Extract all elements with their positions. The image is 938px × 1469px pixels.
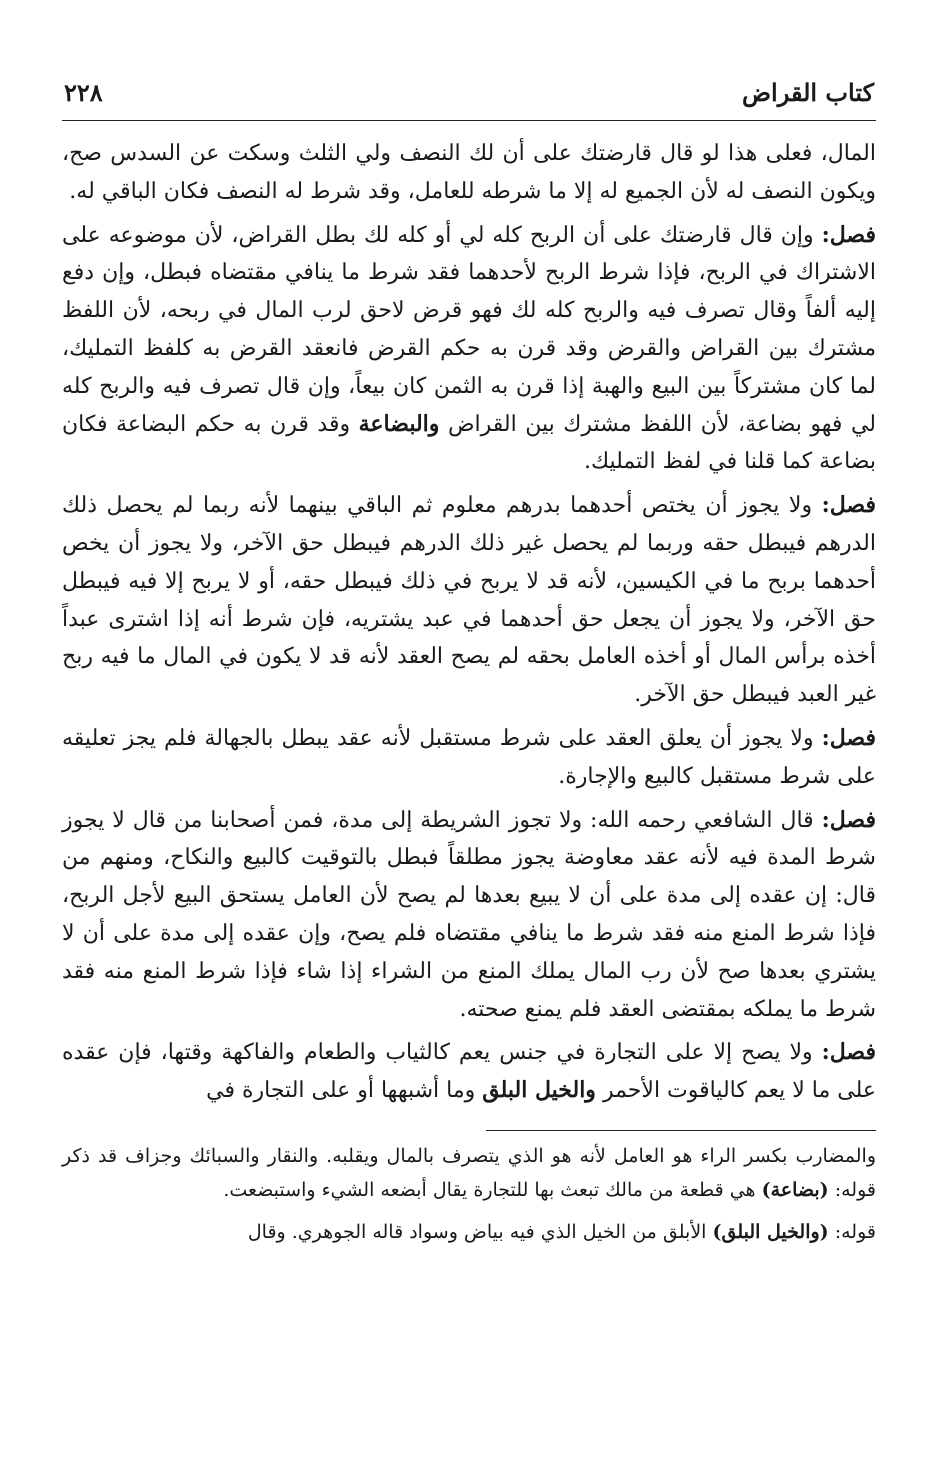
paragraph	[62, 487, 876, 714]
book-page	[62, 78, 876, 1378]
section-heading: فصل:	[821, 492, 876, 519]
footnote-text: والمضارب بكسر الراء هو العامل لأنه هو الذي يتصرف بالمال ويقلبه. والنقار والسبائك وجزاف قد ذكر قوله:	[62, 1144, 877, 1201]
running-header	[62, 78, 876, 121]
footnote	[62, 1139, 876, 1207]
section-heading: فصل:	[821, 724, 876, 751]
main-text	[62, 135, 876, 1110]
section-heading: فصل:	[821, 806, 876, 833]
paragraph	[62, 720, 876, 796]
paragraph-text: وما أشبهها أو على التجارة في	[206, 1078, 476, 1104]
bold-term: (والخيل البلق)	[712, 1220, 829, 1243]
footnote-text: قوله:	[834, 1220, 876, 1243]
paragraph-text: ولا يجوز أن يختص أحدهما بدرهم معلوم ثم الباقي بينهما لأنه ربما لم يحصل ذلك الدرهم فيبطل حقه وربما لم يحصل غير ذلك الدرهم فيبطل حق الآخر، ولا يجوز أن يخص أحدهما بربح ما في الكيسين، لأنه قد لا يربح في ذلك فيبطل حقه، أو لا يربح إلا فيه فيبطل حق الآخر، ولا يجوز أن يجعل حق أحدهما في عبد يشتريه، فإن شرط أنه إذا اشترى عبداً أخذه برأس المال أو أخذه العامل بحقه لم يصح العقد لأنه قد لا يكون في المال ما فيه ربح غير العبد فيبطل حق الآخر.	[62, 493, 876, 708]
footnote-text: الأبلق من الخيل الذي فيه بياض وسواد قاله الجوهري. وقال	[247, 1220, 707, 1243]
footnote	[62, 1215, 876, 1249]
footnote-text: هي قطعة من مالك تبعث بها للتجارة يقال أبضعه الشيء واستبضعت.	[223, 1178, 756, 1201]
paragraph-text: ولا يصح إلا على التجارة في جنس يعم كالثياب والطعام والفاكهة وقتها، فإن عقده على ما لا يعم كالياقوت الأحمر	[62, 1040, 876, 1104]
footnote-separator	[486, 1130, 876, 1131]
section-heading: فصل:	[821, 221, 876, 248]
paragraph-text: المال، فعلى هذا لو قال قارضتك على أن لك النصف ولي الثلث وسكت عن السدس صح، ويكون النصف له لأن الجميع له إلا ما شرطه للعامل، وقد شرط له النصف فكان الباقي له.	[62, 141, 876, 204]
bold-term: والخيل البلق	[482, 1077, 596, 1104]
paragraph	[62, 217, 876, 482]
paragraph	[62, 1034, 876, 1110]
bold-term: (بضاعة)	[761, 1178, 829, 1201]
paragraph-text: ولا يجوز أن يعلق العقد على شرط مستقبل لأنه عقد يبطل بالجهالة فلم يجز تعليقه على شرط مستقبل كالبيع والإجارة.	[62, 725, 876, 789]
paragraph-text: وقد قرن به حكم البضاعة فكان بضاعة كما قلنا في لفظ التمليك.	[62, 411, 876, 475]
book-title: كتاب القراض	[742, 78, 874, 107]
paragraph-text: وإن قال قارضتك على أن الربح كله لي أو كله لك بطل القراض، لأن موضوعه على الاشتراك في الربح، فإذا شرط الربح لأحدهما فقد شرط ما ينافي مقتضاه فبطل، وإن دفع إليه ألفاً وقال تصرف فيه والربح كله لك فهو قرض لاحق لرب المال في ربحه، لأن اللفظ مشترك بين القراض والقرض وقد قرن به حكم القرض فانعقد القرض به كلفظ التمليك، لما كان مشتركاً بين البيع والهبة إذا قرن به الثمن كان بيعاً، وإن قال تصرف فيه والربح كله لي فهو بضاعة، لأن اللفظ مشترك بين القراض	[62, 222, 876, 437]
bold-term: والبضاعة	[358, 410, 440, 437]
page-number: ٢٢٨	[64, 78, 103, 107]
footnotes	[62, 1139, 876, 1249]
paragraph-text: قال الشافعي رحمه الله: ولا تجوز الشريطة إلى مدة، فمن أصحابنا من قال لا يجوز شرط المدة فيه لأنه عقد معاوضة يجوز مطلقاً فبطل بالتوقيت كالبيع والنكاح، ومنهم من قال: إن عقده إلى مدة على أن لا يبيع بعدها لم يصح لأن العامل يستحق البيع لأجل الربح، فإذا شرط المنع منه فقد شرط ما ينافي مقتضاه فلم يصح، وإن عقده إلى مدة على أن لا يشتري بعدها صح لأن رب المال يملك المنع من الشراء إذا شاء فإذا شرط المنع منه فقد شرط ما يملكه بمقتضى العقد فلم يمنع صحته.	[62, 807, 876, 1022]
paragraph	[62, 135, 876, 211]
paragraph	[62, 802, 876, 1029]
section-heading: فصل:	[821, 1039, 876, 1066]
